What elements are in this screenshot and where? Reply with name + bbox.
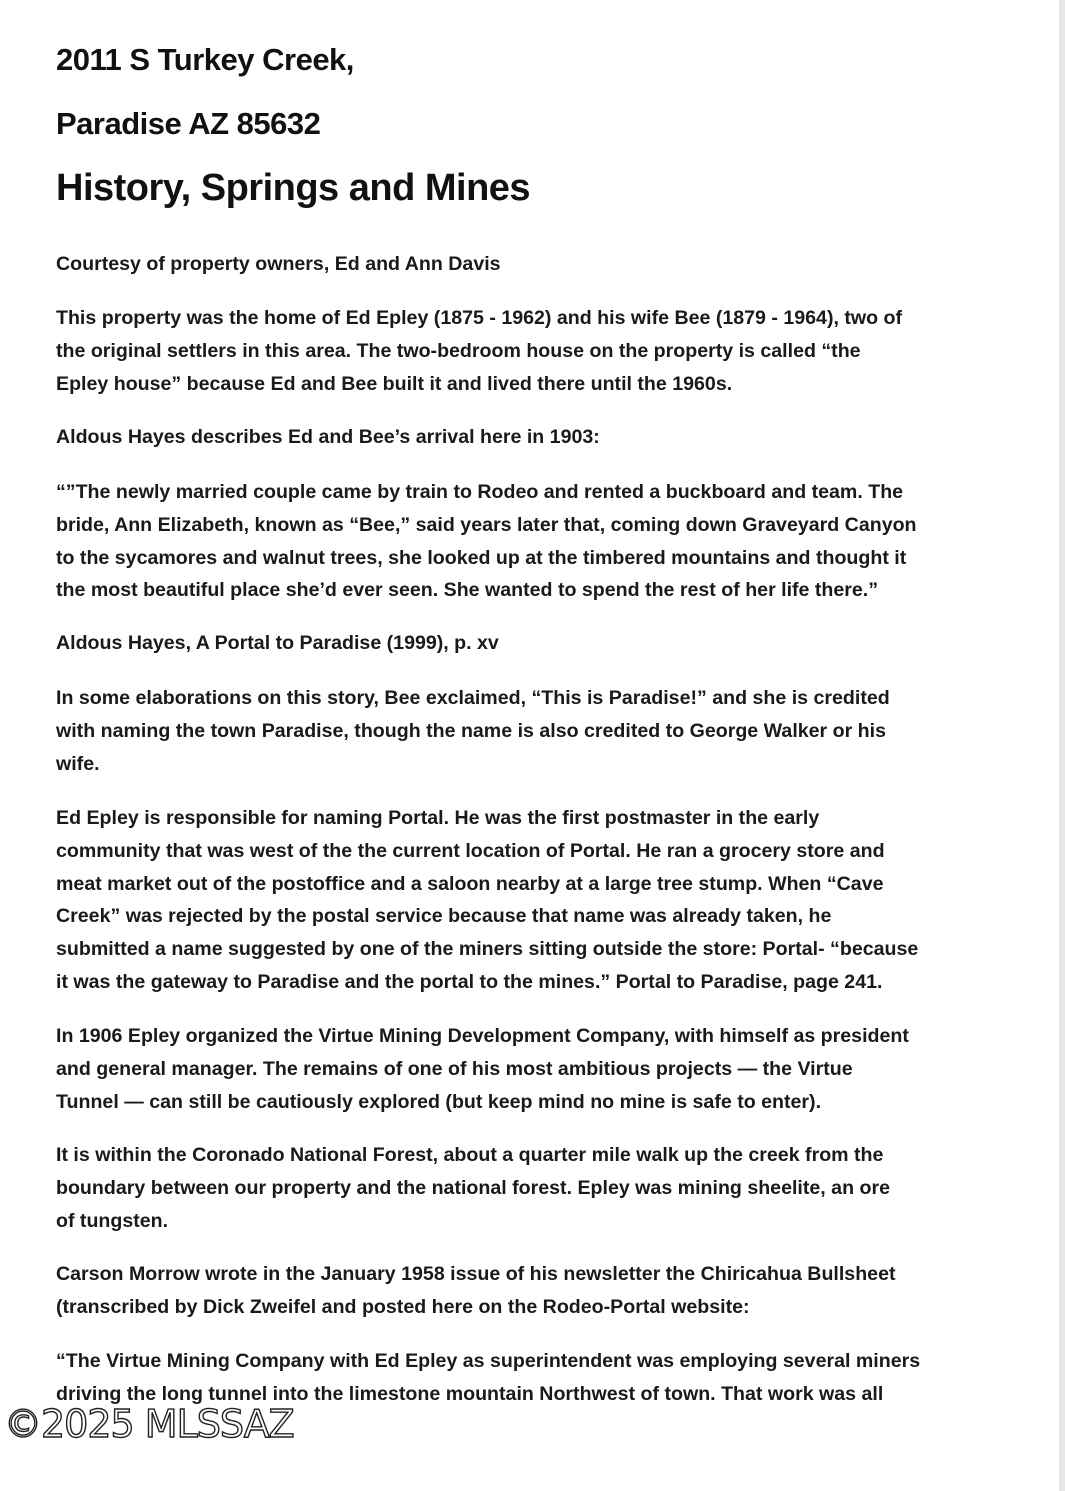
text-line: Creek” was rejected by the postal service because that name was already taken, he — [56, 905, 832, 928]
text-line: of tungsten. — [56, 1209, 169, 1232]
page-edge-rule — [1059, 0, 1065, 1491]
citation-paragraph: Aldous Hayes, A Portal to Paradise (1999), p. xv — [56, 632, 499, 654]
copyright-watermark: ©2025 MLSSAZ — [4, 1402, 294, 1446]
courtesy-paragraph: Courtesy of property owners, Ed and Ann Davis — [56, 253, 501, 275]
text-line: In 1906 Epley organized the Virtue Mining Development Company, with himself as president — [56, 1025, 909, 1047]
arrival-quote-paragraph — [56, 476, 917, 607]
text-line: submitted a name suggested by one of the miners sitting outside the store: Portal- “because — [56, 938, 919, 961]
text-line: the most beautiful place she’d ever seen. She wanted to spend the rest of her life there.” — [56, 579, 879, 602]
text-line: It is within the Coronado National Forest, about a quarter mile walk up the creek from the — [56, 1144, 884, 1166]
address-line-1: 2011 S Turkey Creek, — [56, 42, 354, 77]
text-line: “The Virtue Mining Company with Ed Epley as superintendent was employing several miners — [56, 1350, 921, 1372]
text-line: to the sycamores and walnut trees, she looked up at the timbered mountains and thought it — [56, 546, 907, 569]
text-line: it was the gateway to Paradise and the portal to the mines.” Portal to Paradise, page 241. — [56, 970, 883, 993]
text-line: meat market out of the postoffice and a saloon nearby at a large tree stump. When “Cave — [56, 872, 884, 895]
text-line: Tunnel — can still be cautiously explored (but keep mind no mine is safe to enter). — [56, 1090, 822, 1113]
document-title: History, Springs and Mines — [56, 167, 531, 209]
aldous-intro-paragraph: Aldous Hayes describes Ed and Bee’s arrival here in 1903: — [56, 426, 600, 448]
intro-paragraph — [56, 302, 902, 400]
text-line: the original settlers in this area. The two-bedroom house on the property is called “the — [56, 339, 861, 362]
address-line-2: Paradise AZ 85632 — [56, 106, 321, 141]
document-page — [56, 40, 1031, 1405]
text-line: This property was the home of Ed Epley (1875 - 1962) and his wife Bee (1879 - 1964), two of — [56, 307, 903, 329]
text-line: community that was west of the the current location of Portal. He ran a grocery store and — [56, 839, 885, 862]
morrow-paragraph — [56, 1258, 896, 1324]
elaboration-paragraph — [56, 682, 890, 780]
text-line: with naming the town Paradise, though the name is also credited to George Walker or his — [56, 719, 886, 742]
text-line: (transcribed by Dick Zweifel and posted here on the Rodeo-Portal website: — [56, 1295, 750, 1318]
virtue-quote-paragraph — [56, 1345, 920, 1411]
text-line: driving the long tunnel into the limestone mountain Northwest of town. That work was all — [56, 1382, 884, 1405]
portal-naming-paragraph — [56, 802, 918, 999]
text-line: In some elaborations on this story, Bee exclaimed, “This is Paradise!” and she is credited — [56, 687, 890, 709]
text-line: bride, Ann Elizabeth, known as “Bee,” said years later that, coming down Graveyard Canyon — [56, 513, 917, 536]
text-line: Epley house” because Ed and Bee built it and lived there until the 1960s. — [56, 372, 733, 395]
national-forest-paragraph — [56, 1139, 890, 1237]
mining-company-paragraph — [56, 1020, 909, 1118]
text-line: Ed Epley is responsible for naming Portal. He was the first postmaster in the early — [56, 807, 820, 829]
text-line: “”The newly married couple came by train to Rodeo and rented a buckboard and team. The — [56, 481, 904, 503]
text-line: wife. — [56, 752, 100, 775]
text-line: and general manager. The remains of one of his most ambitious projects — the Virtue — [56, 1057, 853, 1080]
text-line: boundary between our property and the national forest. Epley was mining sheelite, an ore — [56, 1176, 890, 1199]
text-line: Carson Morrow wrote in the January 1958 issue of his newsletter the Chiricahua Bullsheet — [56, 1263, 896, 1285]
